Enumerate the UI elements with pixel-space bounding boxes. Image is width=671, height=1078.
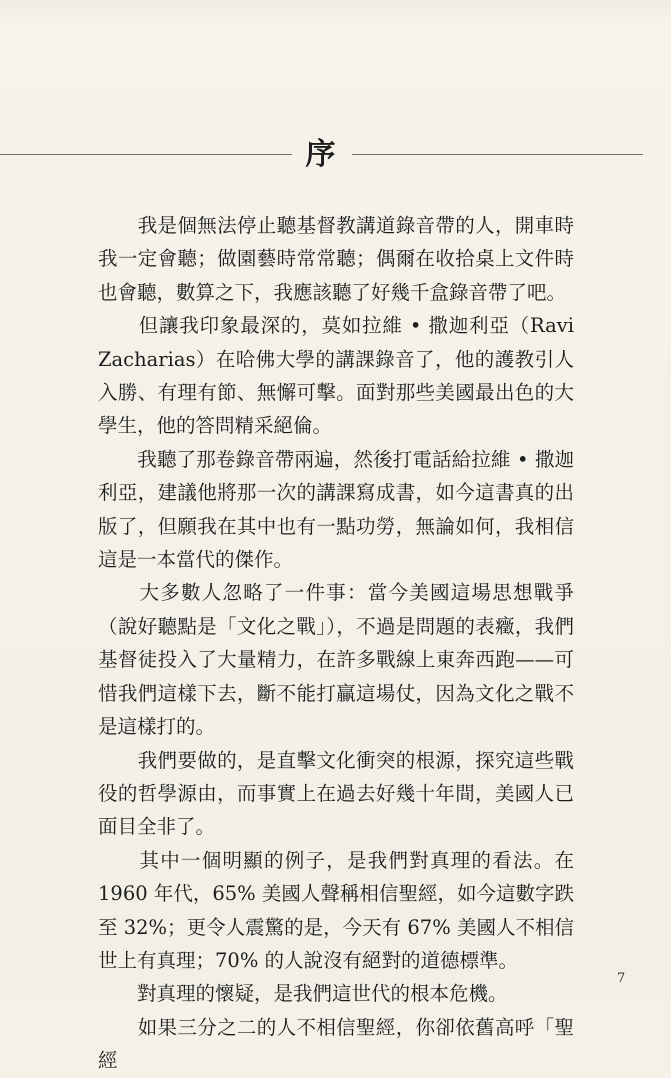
paragraph-2: 但讓我印象最深的，莫如拉維 • 撒迦利亞（Ravi Zacharias）在哈佛大學的講課錄音了，他的護教引人入勝、有理有節、無懈可擊。面對那些美國最出色的大學生，他的答問精采絕倫。 [98,314,574,438]
paragraph-1: 我是個無法停止聽基督教講道錄音帶的人，開車時我一定會聽；做園藝時常常聽；偶爾在收拾桌上文件時也會聽，數算之下，我應該聽了好幾千盒錄音帶了吧。 [98,214,574,304]
paragraph-6: 其中一個明顯的例子，是我們對真理的看法。在 1960 年代，65% 美國人聲稱相信聖經，如今這數字跌至 32%；更令人震驚的是，今天有 67% 美國人不相信世上有真理；70% 的人說沒有絕對的道德標準。 [98,848,574,972]
page-number: 7 [617,971,626,986]
paragraph-5: 我們要做的，是直擊文化衝突的根源，探究這些戰役的哲學源由，而事實上在過去好幾十年間，美國人已面目全非了。 [98,748,574,839]
paragraph-8: 如果三分之二的人不相信聖經，你卻依舊高呼「聖經 [98,1015,574,1073]
chapter-title-wrap [0,137,643,173]
body-text [98,209,574,1078]
scan-shadow [0,0,671,22]
paragraph-7: 對真理的懷疑，是我們這世代的根本危機。 [98,982,508,1006]
paragraph-3: 我聽了那卷錄音帶兩遍，然後打電話給拉維 • 撒迦利亞，建議他將那一次的講課寫成書，如今這書真的出版了，但願我在其中也有一點功勞，無論如何，我相信這是一本當代的傑作。 [98,447,574,572]
chapter-title: 序 [292,137,352,173]
paragraph-4: 大多數人忽略了一件事：當今美國這場思想戰爭（說好聽點是「文化之戰」），不過是問題的表癥，我們基督徒投入了大量精力，在許多戰線上東奔西跑——可惜我們這樣下去，斷不能打贏這場仗，因為文化之戰不是這樣打的。 [98,581,574,739]
